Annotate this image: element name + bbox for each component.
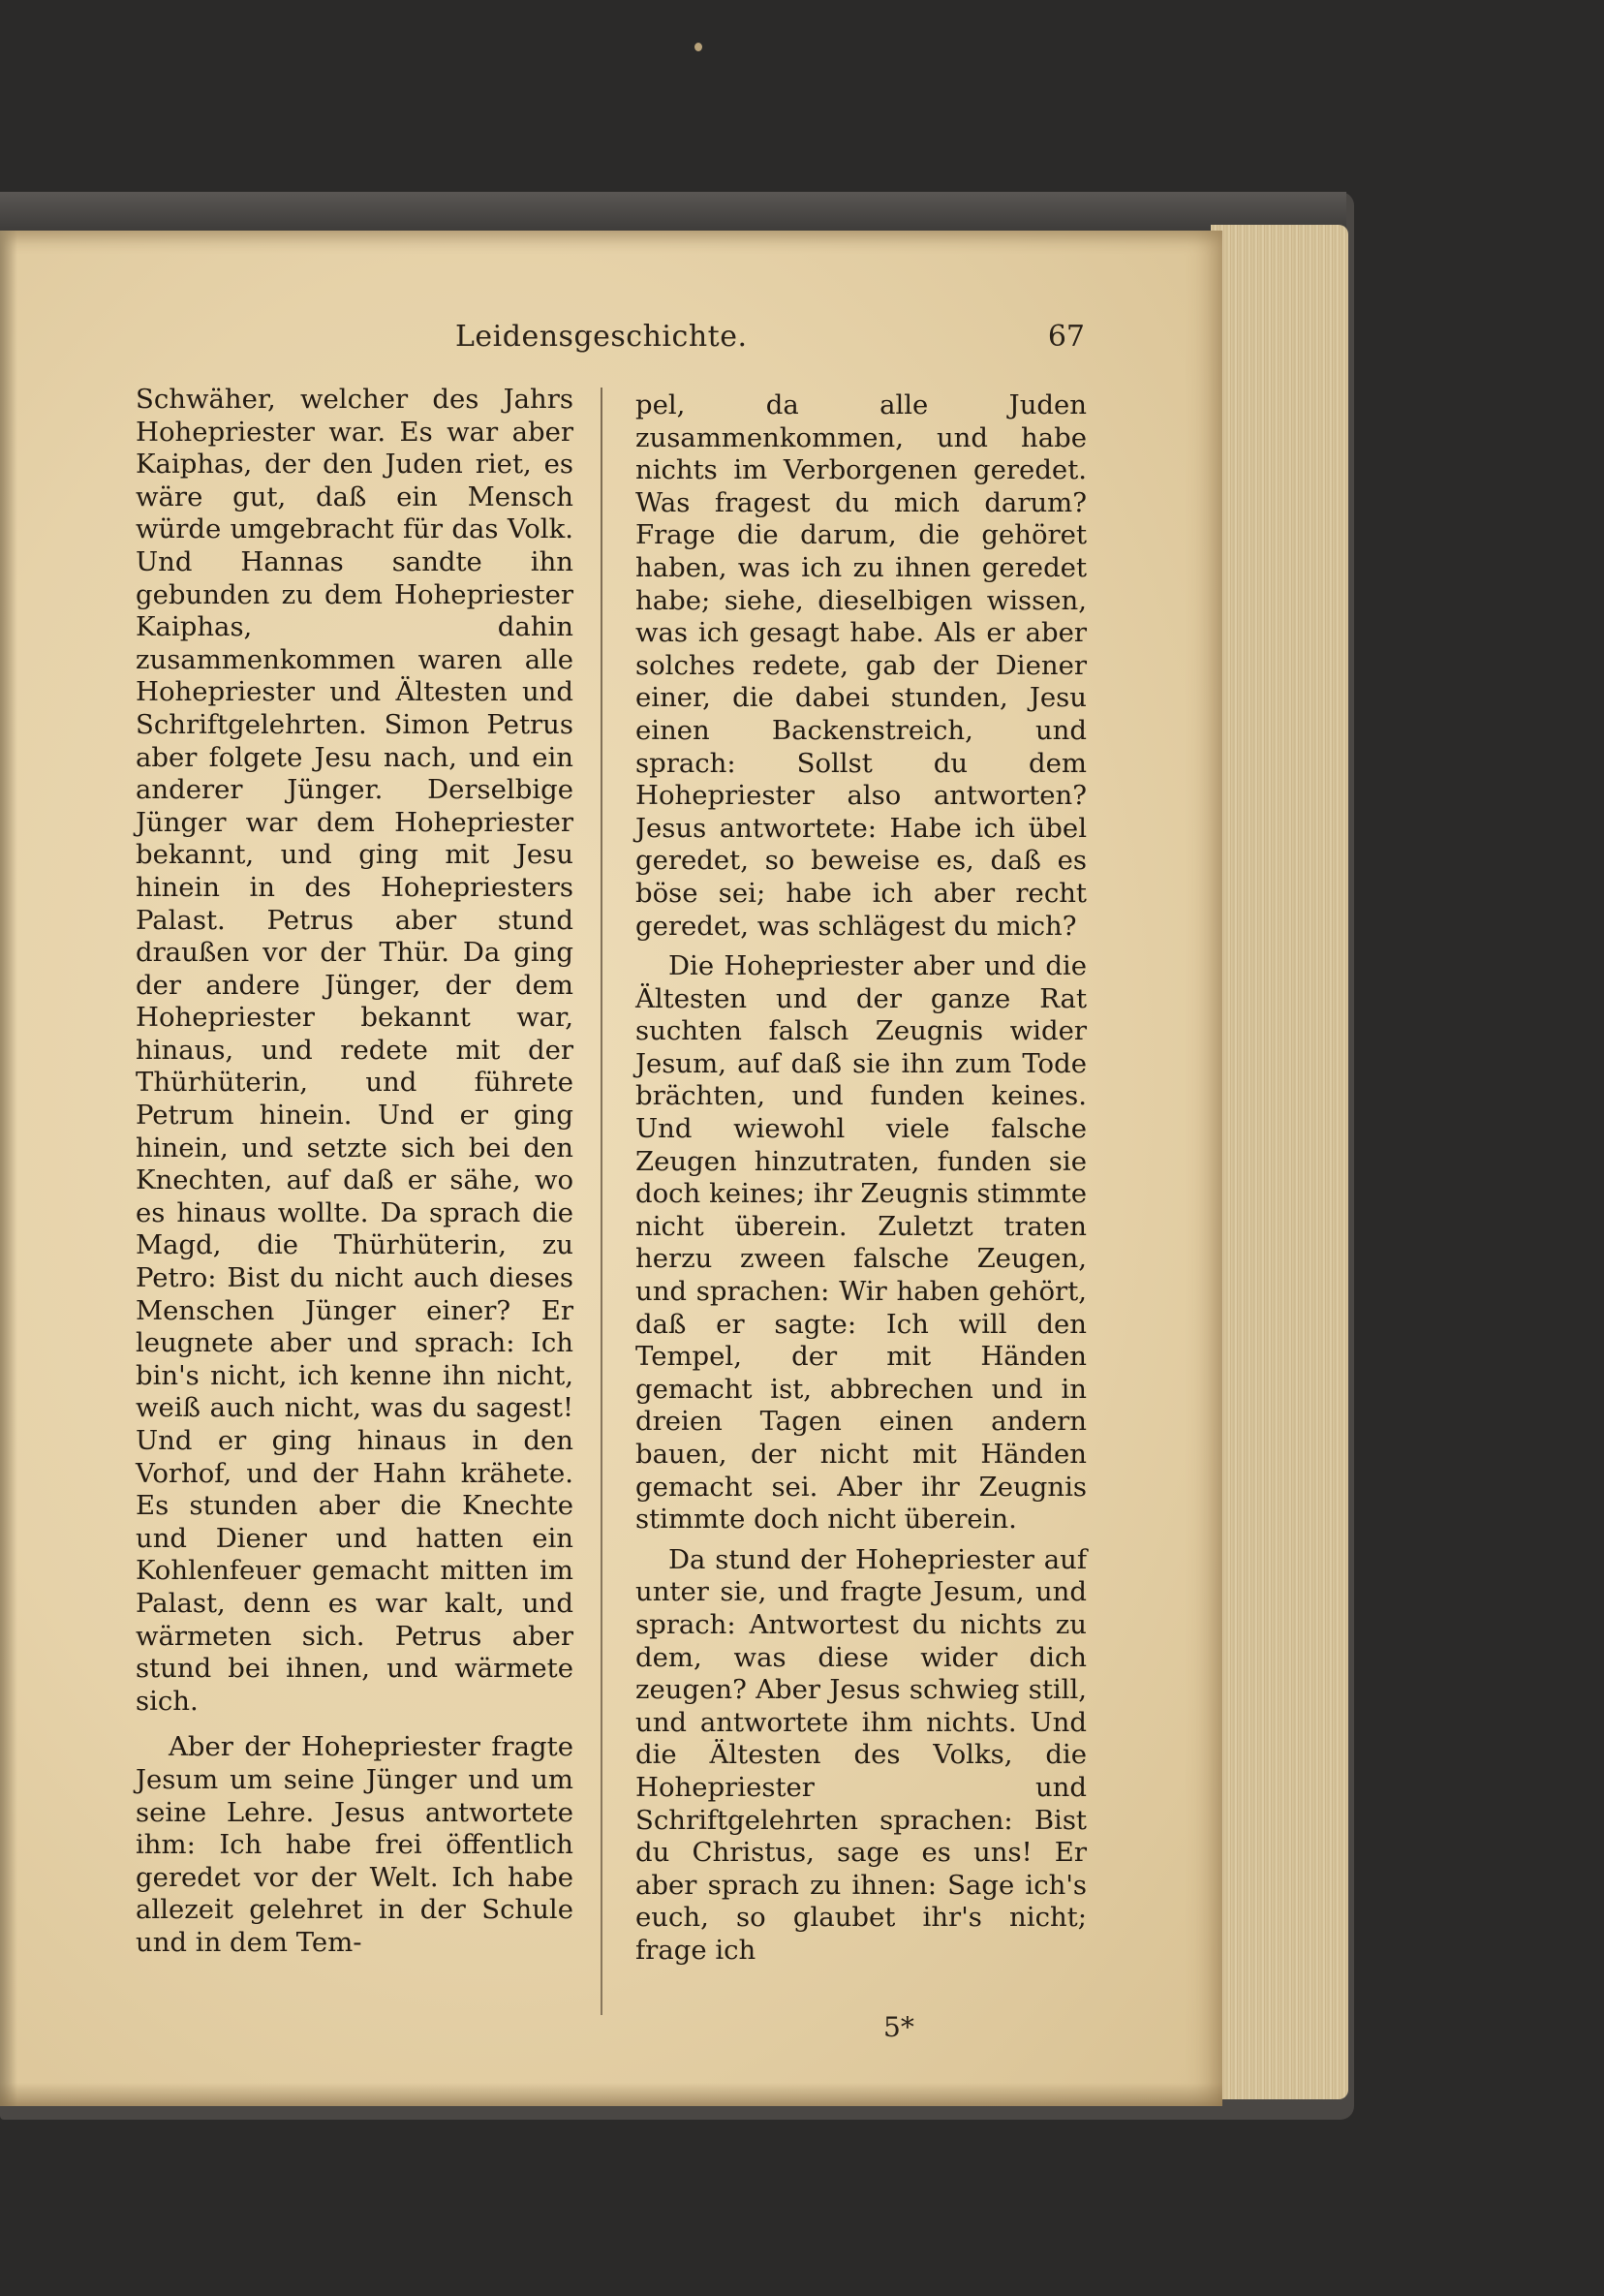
- right-paragraph-1: pel, da alle Juden zusammenkommen, und habe nichts im Verborgenen geredet. Was fragest du mich darum? Frage die darum, die gehöret haben, was ich zu ihnen geredet habe; siehe, dieselbigen wissen, was ich gesagt habe. Als er aber solches redete, gab der Diener einer, die dabei stunden, Jesu einen Backenstreich, und sprach: Sollst du dem Hohepriester also antworten? Jesus antwortete: Habe ich übel geredet, so beweise es, daß es böse sei; habe ich aber recht geredet, was schlägest du mich?: [635, 389, 1087, 942]
- right-paragraph-3: Da stund der Hohepriester auf unter sie, und fragte Jesum, und sprach: Antwortest du nichts zu dem, was diese wider dich zeugen? Aber Jesus schwieg still, und antwortete ihm nichts. Und die Ältesten des Volks, die Hohepriester und Schriftgelehrten sprachen: Bist du Christus, sage es uns! Er aber sprach zu ihnen: Sage ich's euch, so glaubet ihr's nicht; frage ich: [635, 1543, 1087, 1966]
- right-text-column: [635, 389, 1087, 1968]
- left-paragraph-2: Aber der Hohepriester fragte Jesum um seine Jünger und um seine Lehre. Jesus antwortete ihm: Ich habe frei öffentlich geredet vor der Welt. Ich habe allezeit gelehret in der Schule und in dem Tem-: [136, 1731, 573, 1958]
- right-paragraph-2: Die Hohepriester aber und die Ältesten und der ganze Rat suchten falsch Zeugnis wider Jesum, auf daß sie ihn zum Tode brächten, und funden keines. Und wiewohl viele falsche Zeugen hinzutraten, funden sie doch keines; ihr Zeugnis stimmte nicht überein. Zuletzt traten herzu zween falsche Zeugen, und sprachen: Wir haben gehört, daß er sagte: Ich will den Tempel, der mit Händen gemacht ist, abbrechen und in dreien Tagen einen andern bauen, der nicht mit Händen gemacht sei. Aber ihr Zeugnis stimmte doch nicht überein.: [635, 950, 1087, 1536]
- book-cover-top-edge: [0, 192, 1346, 231]
- left-text-column: [136, 384, 573, 1960]
- signature-mark: 5*: [883, 2011, 914, 2043]
- dust-speck: [694, 43, 702, 51]
- page-gutter: [0, 231, 17, 2106]
- left-paragraph-1: Schwäher, welcher des Jahrs Hohepriester war. Es war aber Kaiphas, der den Juden riet, es wäre gut, daß ein Mensch würde umgebracht für das Volk. Und Hannas sandte ihn gebunden zu dem Hohepriester Kaiphas, dahin zusammenkommen waren alle Hohepriester und Ältesten und Schriftgelehrten. Simon Petrus aber folgete Jesu nach, und ein anderer Jünger. Derselbige Jünger war dem Hohepriester bekannt, und ging mit Jesu hinein in des Hohepriesters Palast. Petrus aber stund draußen vor der Thür. Da ging der andere Jünger, der dem Hohepriester bekannt war, hinaus, und redete mit der Thürhüterin, und führete Petrum hinein. Und er ging hinein, und setzte sich bei den Knechten, auf daß er sähe, wo es hinaus wollte. Da sprach die Magd, die Thürhüterin, zu Petro: Bist du nicht auch dieses Menschen Jünger einer? Er leugnete aber und sprach: Ich bin's nicht, ich kenne ihn nicht, weiß auch nicht, was du sagest! Und er ging hinaus in den Vorhof, und der Hahn krähete. Es stunden aber die Knechte und Diener und hatten ein Kohlenfeuer gemacht mitten im Palast, denn es war kalt, und wärmeten sich. Petrus aber stund bei ihnen, und wärmete sich.: [136, 384, 573, 1717]
- page-bottom-shadow: [0, 2083, 1222, 2106]
- page-edges: [1211, 225, 1348, 2099]
- running-head: Leidensgeschichte.: [455, 320, 748, 354]
- page-number: 67: [1047, 320, 1085, 354]
- column-divider: [601, 388, 602, 2015]
